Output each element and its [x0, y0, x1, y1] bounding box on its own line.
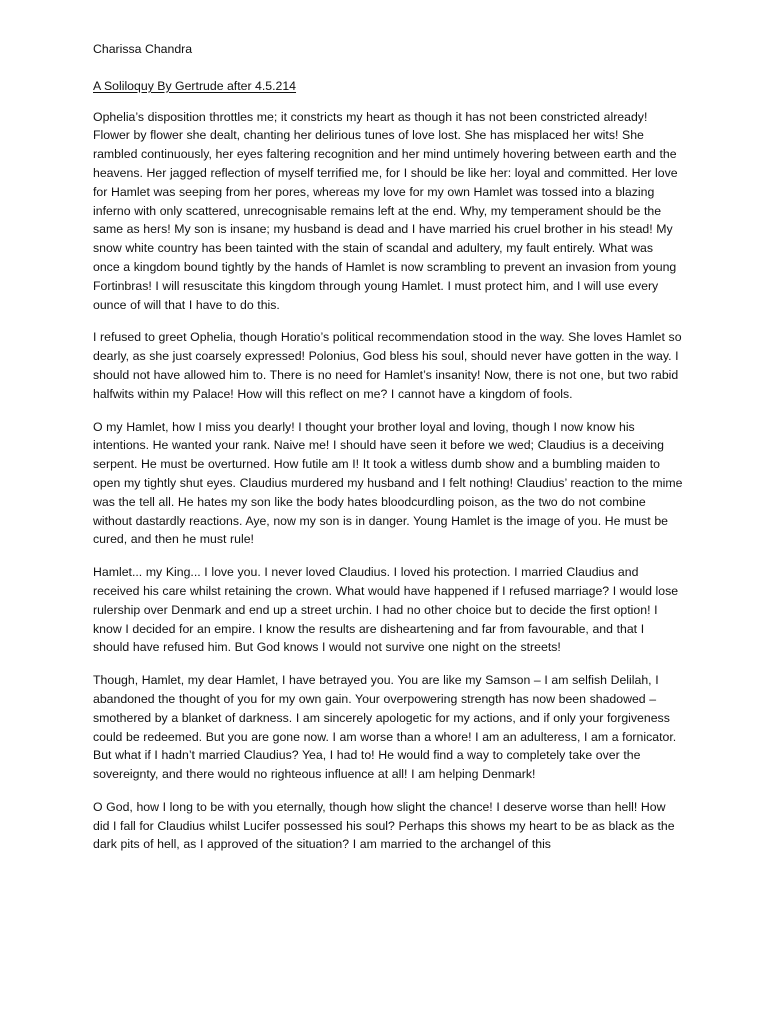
paragraph: O God, how I long to be with you eternally, though how slight the chance! I deserve worse than hell! How did I fall for Claudius whilst Lucifer possessed his soul? Perhaps this shows my heart to be as black as the dark pits of hell, as I approved of the situation? I am married to the archangel of this: [93, 799, 675, 852]
paragraph: Hamlet... my King... I love you. I never loved Claudius. I loved his protection. I married Claudius and received his care whilst retaining the crown. What would have happened if I refused marriage? I would lose rulership over Denmark and end up a street urchin. I had no other choice but to decide the first option! I know I decided for an empire. I know the results are disheartening and far from favourable, and that I should have refused him. But God knows I would not survive one night on the streets!: [93, 565, 679, 655]
paragraph: I refused to greet Ophelia, though Horatio’s political recommendation stood in the way. She loves Hamlet so dearly, as she just coarsely expressed! Polonius, God bless his soul, should never have gotten in the way. I should not have allowed him to. There is no need for Hamlet’s insanity! Now, there is not one, but two rabid halfwits within my Palace! How will this reflect on me? I cannot have a kingdom of fools.: [93, 330, 682, 401]
paragraph: Ophelia’s disposition throttles me; it constricts my heart as though it has not been constricted already! Flower by flower she dealt, chanting her delirious tunes of love lost. She has misplaced her wits! She rambled continuously, her eyes faltering recognition and her mind untimely hovering between earth and the heavens. Her jagged reflection of myself terrified me, for I should be like her: loyal and committed. Her love for Hamlet was seeping from her pores, whereas my love for my own Hamlet was tossed into a blazing inferno with only scattered, unrecognisable remains left at the end. Why, my temperament should be the same as hers! My son is insane; my husband is dead and I have married his cruel brother in his stead! My snow white country has been tainted with the stain of scandal and adultery, my fault entirely. What was once a kingdom bound tightly by the hands of Hamlet is now scrambling to prevent an invasion from young Fortinbras! I will resuscitate this kingdom through young Hamlet. I must protect him, and I will use every ounce of will that I have to do this.: [93, 109, 678, 312]
paragraph: Though, Hamlet, my dear Hamlet, I have betrayed you. You are like my Samson – I am selfish Delilah, I abandoned the thought of you for my own gain. Your overpowering strength has now been shadowed – smothered by a blanket of darkness. I am sincerely apologetic for my actions, and if only your forgiveness could be redeemed. But you are gone now. I am worse than a whore! I am an adulteress, I am a fornicator. But what if I hadn’t married Claudius? Yea, I had to! He would find a way to completely take over the sovereignty, and there would no righteous influence at all! I am helping Denmark!: [93, 673, 677, 782]
author-name: Charissa Chandra: [93, 42, 193, 56]
paragraph: O my Hamlet, how I miss you dearly! I thought your brother loyal and loving, though I now know his intentions. He wanted your rank. Naive me! I should have seen it before we wed; Claudius is a deceiving serpent. He must be overturned. How futile am I! It took a witless dumb show and a bumbling maiden to open my tightly shut eyes. Claudius murdered my husband and I felt nothing! Claudius’ reaction to the mime was the tell all. He hates my son like the body hates bloodcurdling poison, as the two do not combine without dastardly reactions. Aye, now my son is in danger. Young Hamlet is the image of you. He must be cured, and then he must rule!: [93, 419, 683, 547]
document-title: A Soliloquy By Gertrude after 4.5.214: [93, 78, 297, 93]
document-page: [93, 40, 683, 868]
